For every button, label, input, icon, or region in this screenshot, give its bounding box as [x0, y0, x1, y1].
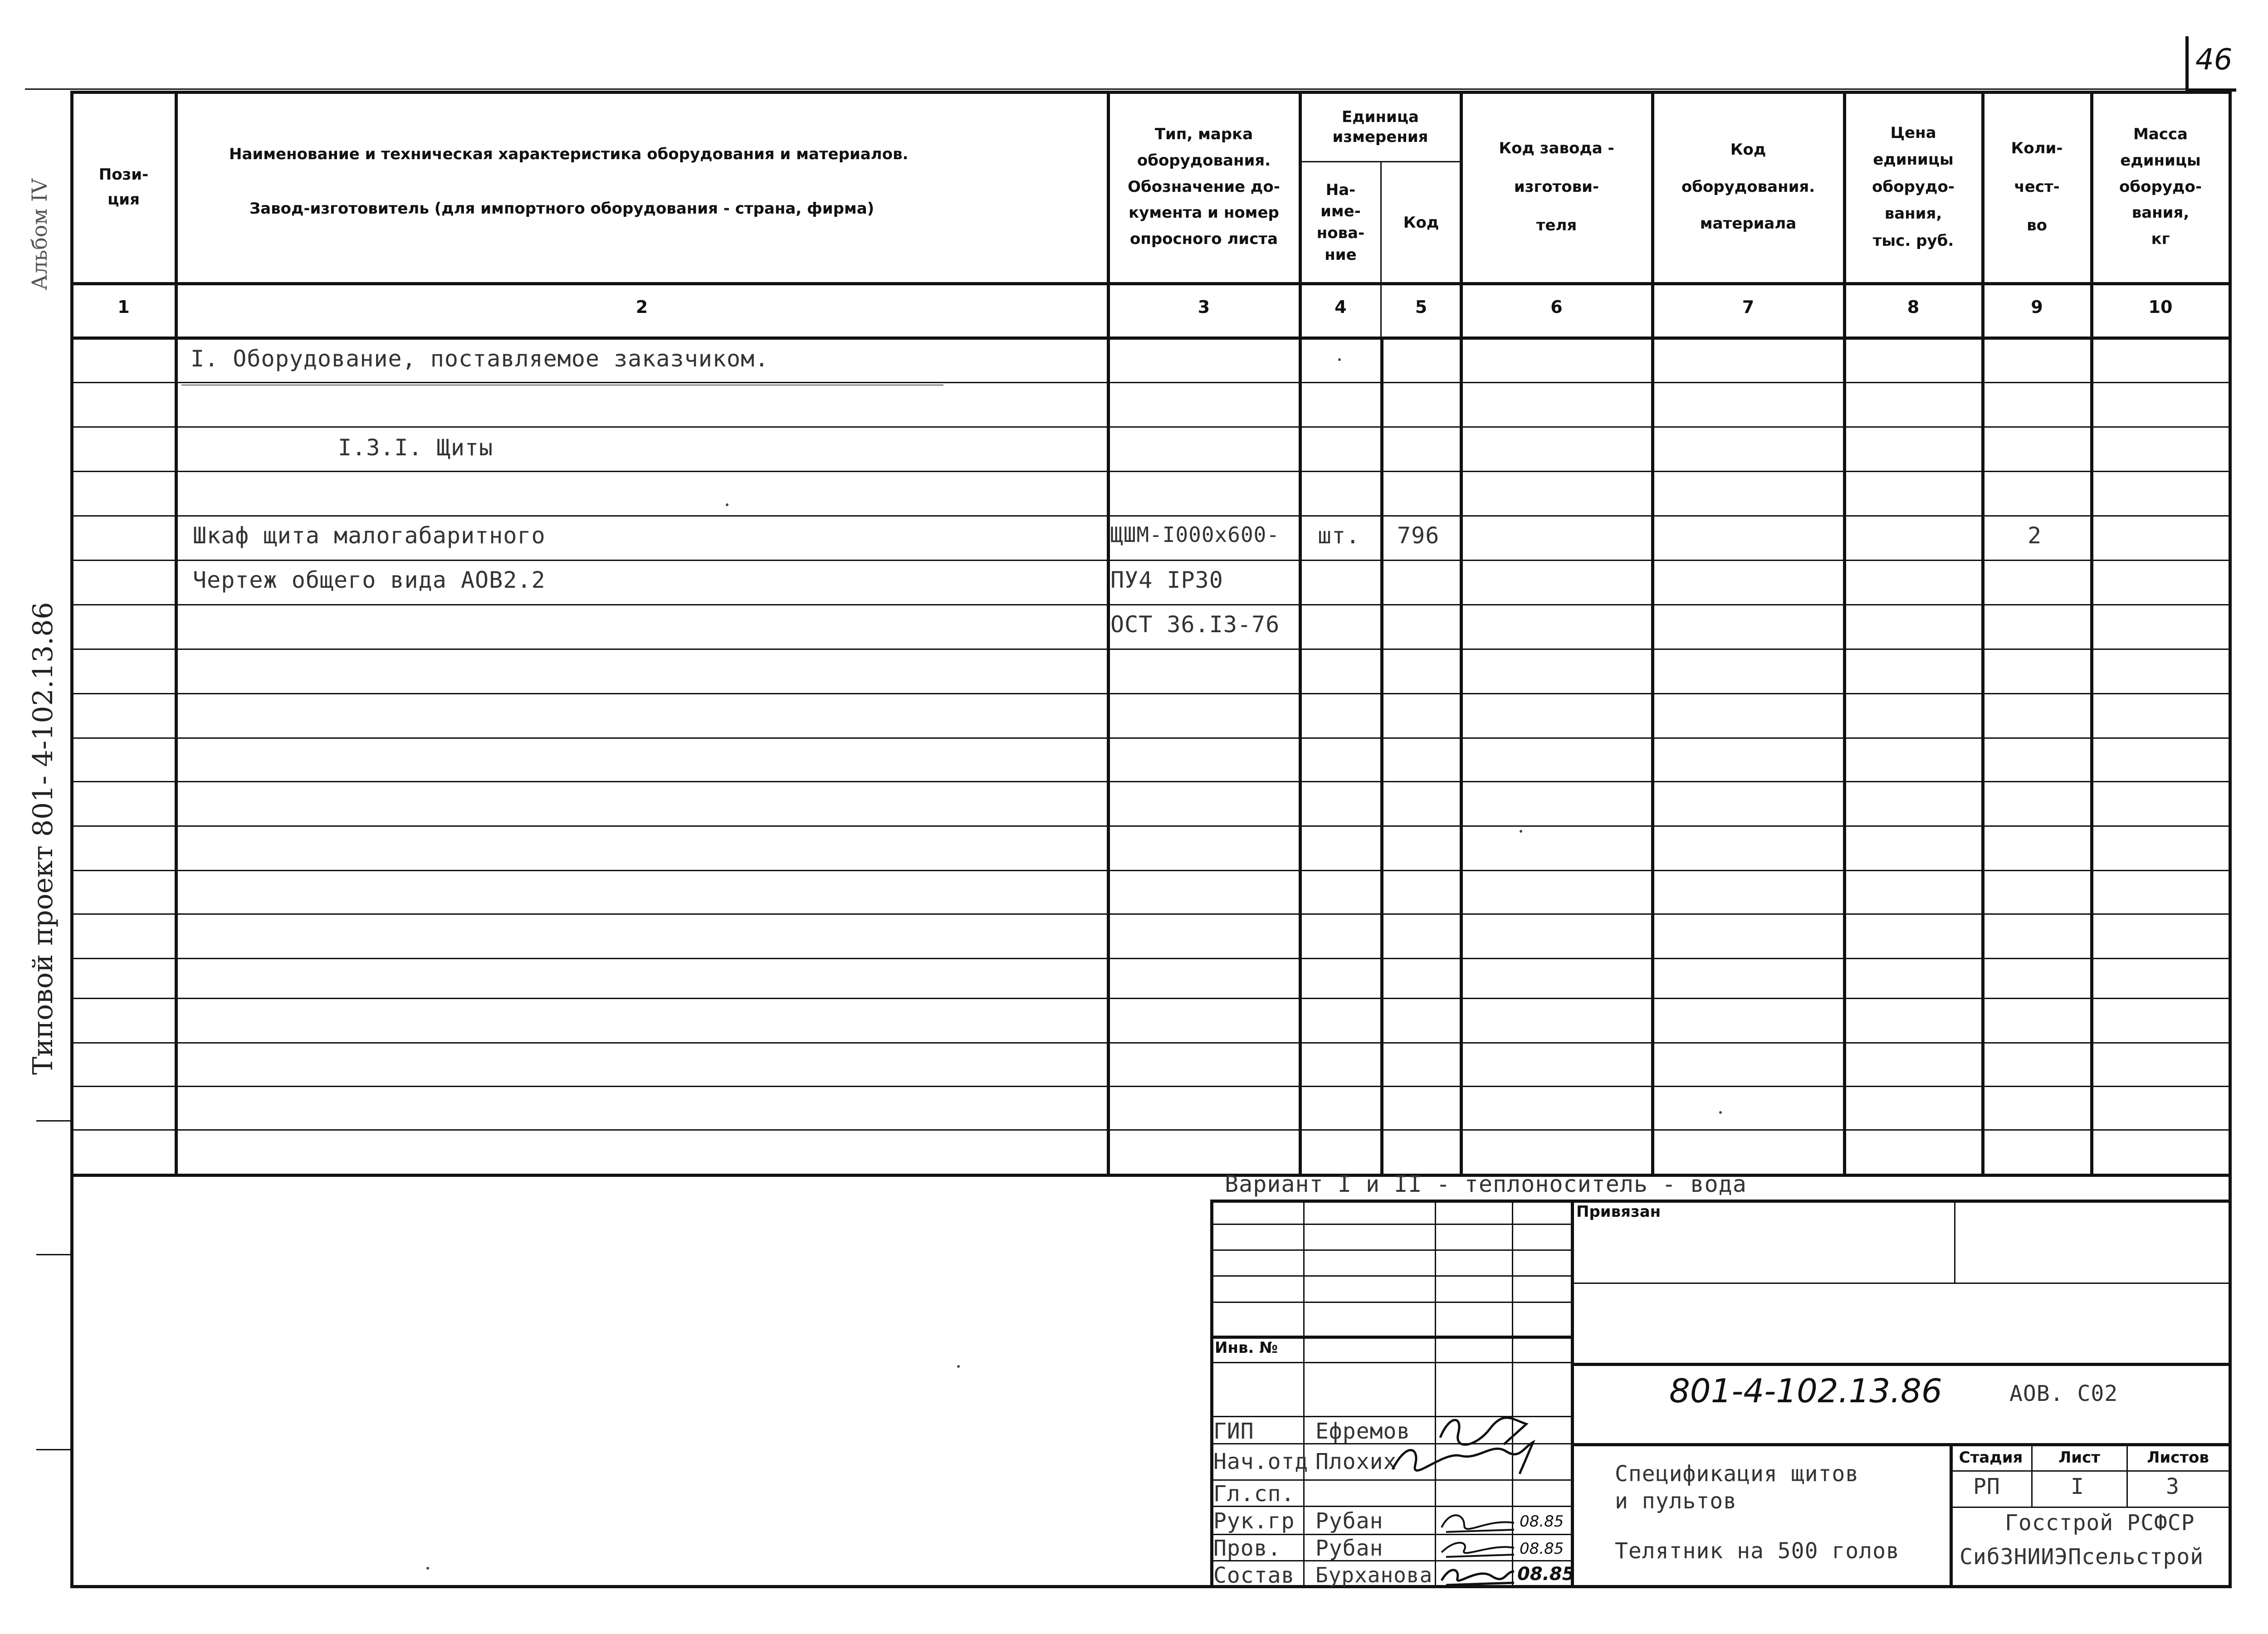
organization-line1: Госстрой РСФСР — [2005, 1510, 2195, 1536]
project-label: Типовой проект 801- 4-102.13.86 — [27, 602, 59, 1075]
stage-value: РП — [1973, 1474, 2000, 1499]
object-name: Телятник на 500 голов — [1615, 1538, 1900, 1564]
item-type: ЩШМ-I000x600- — [1110, 522, 1280, 547]
role-label: Рук.гр — [1213, 1508, 1295, 1534]
header-unit-code: Код — [1403, 213, 1439, 232]
role-label: Состав — [1213, 1563, 1295, 1588]
sheet-label: Лист — [2058, 1448, 2100, 1467]
column-number: 4 — [1334, 297, 1347, 317]
column-number: 6 — [1550, 297, 1563, 317]
sheets-label: Листов — [2147, 1448, 2209, 1467]
variant-note: Вариант I и II - теплоноситель - вода — [1225, 1171, 1747, 1197]
item-unit-code: 796 — [1397, 522, 1440, 549]
sheet-value: I — [2071, 1474, 2084, 1499]
signature-5 — [1437, 1558, 1519, 1590]
section-heading: I. Оборудование, поставляемое заказчиком. — [191, 346, 769, 372]
header-price: Цена единицы оборудо- вания, тыс. руб. — [1872, 123, 1955, 250]
document-code: АОВ. С02 — [2009, 1381, 2118, 1406]
header-equipment-code: Код оборудования. материала — [1681, 141, 1815, 233]
column-number: 7 — [1742, 297, 1755, 317]
stage-label: Стадия — [1959, 1448, 2023, 1467]
document-title-line2: и пультов — [1615, 1488, 1737, 1514]
subsection-heading: I.3.I. Щиты — [338, 434, 494, 461]
item-unit: шт. — [1318, 522, 1360, 549]
header-unit-name: На- име- нова- ние — [1316, 180, 1365, 264]
name-label: Бурханова — [1315, 1563, 1433, 1587]
header-type: Тип, марка оборудования. Обозначение до- кумента и номер опросного листа — [1128, 125, 1280, 249]
header-quantity: Коли- чест- во — [2011, 139, 2063, 234]
header-unit-group: Единица измерения — [1332, 107, 1428, 146]
column-number: 9 — [2031, 297, 2043, 317]
item-quantity: 2 — [2028, 522, 2042, 549]
sign-date: 08.85 — [1517, 1564, 1575, 1585]
privyazan-label: Привязан — [1576, 1203, 1661, 1221]
role-label: Гл.сп. — [1213, 1481, 1295, 1507]
header-name-line2: Завод-изготовитель (для импортного оборудования - страна, фирма) — [249, 200, 875, 218]
sign-date: 08.85 — [1520, 1512, 1564, 1531]
inv-number-label: Инв. № — [1215, 1339, 1278, 1357]
name-label: Рубан — [1315, 1536, 1383, 1561]
column-number: 2 — [635, 297, 648, 317]
item-standard: ОСТ 36.I3-76 — [1110, 611, 1280, 638]
document-number: 801-4-102.13.86 — [1669, 1372, 1942, 1410]
sign-date: 08.85 — [1520, 1540, 1564, 1558]
signature-2 — [1388, 1433, 1538, 1478]
role-label: Пров. — [1213, 1536, 1281, 1561]
column-number: 10 — [2148, 297, 2173, 317]
role-label: ГИП — [1213, 1419, 1254, 1444]
sheet-number: 46 — [2195, 43, 2233, 77]
document-title-line1: Спецификация щитов — [1615, 1461, 1859, 1487]
name-label: Рубан — [1315, 1508, 1383, 1534]
name-label: Ефремов — [1315, 1419, 1411, 1444]
organization-line2: СибЗНИИЭПсельстрой — [1960, 1544, 2204, 1570]
role-label: Нач.отд — [1213, 1449, 1309, 1474]
name-label: Плохих — [1315, 1449, 1397, 1474]
item-drawing: Чертеж общего вида АОВ2.2 — [193, 567, 546, 593]
header-mass: Масса единицы оборудо- вания, кг — [2119, 125, 2202, 249]
sheets-value: 3 — [2166, 1474, 2180, 1499]
item-name: Шкаф щита малогабаритного — [193, 522, 546, 549]
column-number: 8 — [1907, 297, 1920, 317]
column-number: 3 — [1198, 297, 1210, 317]
column-number: 1 — [117, 297, 130, 317]
column-number: 5 — [1415, 297, 1427, 317]
header-position: Пози- ция — [98, 166, 149, 209]
album-label: Альбом IV — [27, 178, 52, 290]
header-name-line1: Наименование и техническая характеристика оборудования и материалов. — [229, 145, 909, 163]
item-type-2: ПУ4 IP30 — [1110, 567, 1223, 593]
header-factory-code: Код завода - изготови- теля — [1499, 139, 1614, 234]
